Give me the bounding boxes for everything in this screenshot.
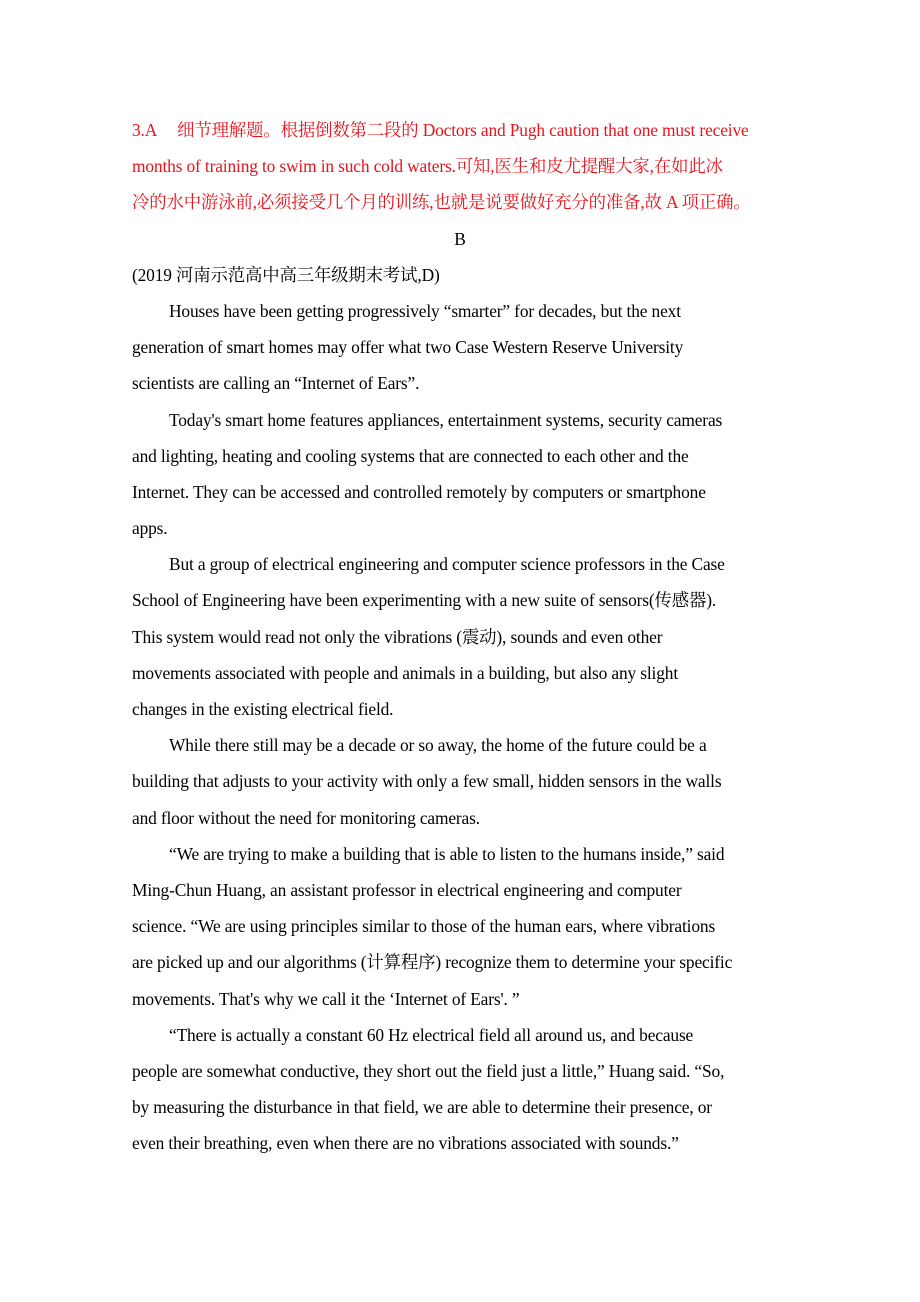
answer-line-2: months of training to swim in such cold waters.可知,医生和皮尤提醒大家,在如此冰 <box>132 156 723 177</box>
section-heading: B <box>454 228 466 249</box>
answer-line-1: 3.A 细节理解题。根据倒数第二段的 Doctors and Pugh caution that one must receive <box>132 120 749 140</box>
passage-source: (2019 河南示范高中高三年级期末考试,D) <box>132 264 440 285</box>
paragraph-2: Today's smart home features appliances, entertainment systems, security cameras and lighting, heating and cooling systems that are connected to each other and the Internet. They can be accessed and controlled remotely by computers or smartphone apps. <box>132 409 723 539</box>
answer-line-3: 冷的水中游泳前,必须接受几个月的训练,也就是说要做好充分的准备,故 A 项正确。 <box>132 192 751 213</box>
paragraph-5: “We are trying to make a building that is able to listen to the humans inside,” said Ming-Chun Huang, an assistant professor in electrical engineering and computer science. “We are using principles similar to those of the human ears, where vibrations are picked up and our algorithms (计算程序) recognize them to determine your specific movements. That's why we call it the ‘Internet of Ears'. ” <box>132 843 733 1009</box>
paragraph-3: But a group of electrical engineering and computer science professors in the Case School of Engineering have been experimenting with a new suite of sensors(传感器). This system would read not only the vibrations (震动), sounds and even other movements associated with people and animals in a building, but also any slight changes in the existing electrical field. <box>132 554 725 719</box>
answer-explanation <box>132 112 812 221</box>
paragraph-4: While there still may be a decade or so away, the home of the future could be a building that adjusts to your activity with only a few small, hidden sensors in the walls and floor without the need for monitoring cameras. <box>132 735 722 828</box>
document-page <box>132 112 812 1161</box>
answer-label: 3.A <box>132 120 158 140</box>
paragraph-1: Houses have been getting progressively “smarter” for decades, but the next generation of smart homes may offer what two Case Western Reserve University scientists are calling an “Internet of Ears”. <box>132 300 684 394</box>
paragraph-6: “There is actually a constant 60 Hz electrical field all around us, and because people are somewhat conductive, they short out the field just a little,” Huang said. “So, by measuring the disturbance in that field, we are able to determine their presence, or even their breathing, even when there are no vibrations associated with sounds.” <box>132 1024 725 1154</box>
